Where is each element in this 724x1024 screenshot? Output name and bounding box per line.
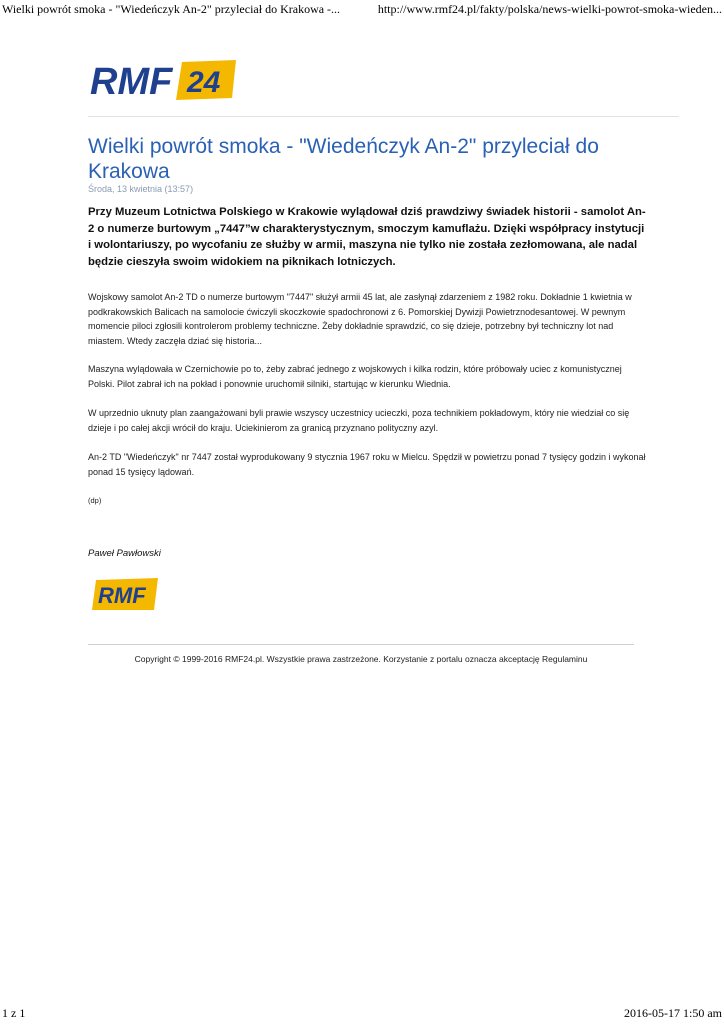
article-lead: Przy Muzeum Lotnictwa Polskiego w Krakowie wylądował dziś prawdziwy świadek historii - samolot An-2 o numerze burtowym „7447”w charakterystycznym, smoczym kamuflażu. Dzięki współpracy instytucji i wolontariuszy, po wycofaniu ze służby w armii, maszyna nie tylko nie została zezłomowana, ale nadal będzie cieszyła swoim widokiem na piknikach lotniczych. [88, 206, 646, 268]
rmf-logo[interactable] [92, 576, 160, 612]
rmf-logo-text: RMF [98, 583, 146, 608]
article-date: Środa, 13 kwietnia (13:57) [88, 184, 194, 194]
article-paragraph: Maszyna wylądowała w Czernichowie po to, żeby zabrać jednego z wojskowych i kilka rodzin, które próbowały uciec z komunistycznej Polski. Pilot zabrał ich na pokład i ponownie uruchomił silniki, startując w kierunku Wiednia. [88, 364, 622, 389]
print-footer [2, 1006, 722, 1022]
header-divider [88, 116, 679, 117]
article-paragraph: An-2 TD "Wiedeńczyk" nr 7447 został wyprodukowany 9 stycznia 1967 roku w Mielcu. Spędził w powietrzu ponad 7 tysięcy godzin i wykonał ponad 15 tysięcy lądowań. [88, 452, 646, 477]
print-header-title: Wielki powrót smoka - "Wiedeńczyk An-2" przyleciał do Krakowa -... [2, 2, 341, 16]
footer-divider [88, 644, 634, 645]
article-title: Wielki powrót smoka - "Wiedeńczyk An-2" przyleciał do Krakowa [88, 135, 599, 183]
print-header [2, 2, 722, 18]
article-signature: (dp) [88, 496, 102, 505]
rmf24-logo-badge-text: 24 [187, 66, 221, 99]
copyright-text: Copyright © 1999-2016 RMF24.pl. Wszystkie prawa zastrzeżone. Korzystanie z portalu oznacza akceptację Regulaminu [134, 654, 588, 664]
article-paragraph: W uprzednio uknuty plan zaangażowani byli prawie wszyscy uczestnicy ucieczki, poza technikiem pokładowym, który nie wiedział co się dzieje i po całej akcji wrócił do kraju. Uciekinierom za granicą przyznano polityczny azyl. [88, 408, 630, 433]
print-timestamp: 2016-05-17 1:50 am [624, 1006, 722, 1020]
page-count: 1 z 1 [2, 1006, 26, 1020]
rmf24-logo[interactable] [88, 58, 238, 102]
print-header-url: http://www.rmf24.pl/fakty/polska/news-wielki-powrot-smoka-wieden... [377, 2, 722, 16]
rmf24-logo-text: RMF [90, 61, 173, 102]
article-author: Paweł Pawłowski [88, 548, 161, 559]
article-paragraph: Wojskowy samolot An-2 TD o numerze burtowym "7447" służył armii 45 lat, ale zasłynął zdarzeniem z 1982 roku. Dokładnie 1 kwietnia w podkrakowskich Balicach na samolocie ćwiczyli skoczkowie spadochronowi z 6. Pomorskiej Dywizji Powietrznodesantowej. W pewnym momencie piloci zgłosili kontrolerom problemy techniczne. Żeby dokładnie sprawdzić, co się dzieje, potrzebny był techniczny lot nad miastem. Wtedy zaczęła dziać się historia... [88, 292, 632, 346]
